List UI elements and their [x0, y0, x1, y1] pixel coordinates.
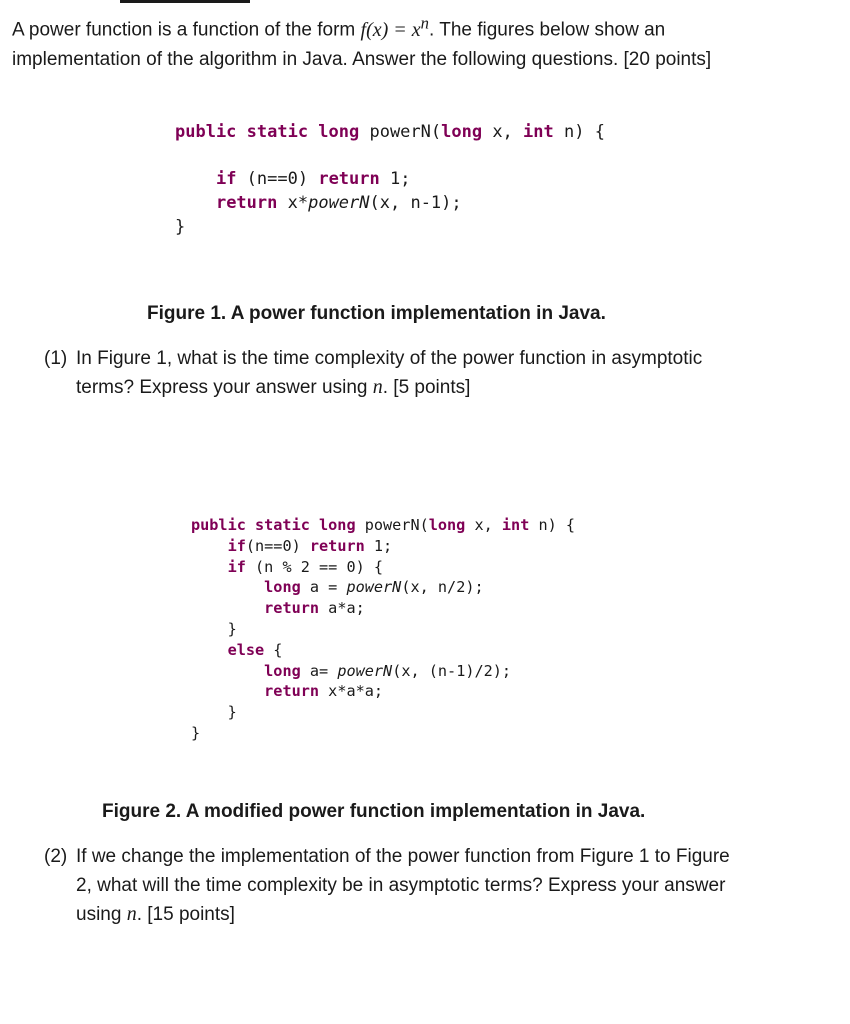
figure1-caption: Figure 1. A power function implementation in Java. [147, 303, 606, 324]
code-keyword: public static long [191, 516, 356, 534]
code-keyword: return [264, 682, 320, 701]
code-text: (x, n/2); [401, 578, 484, 597]
code-keyword: long [428, 516, 466, 534]
figure2-signature-line [191, 516, 575, 537]
code-keyword: public static long [175, 122, 360, 142]
question-1-text-line1: In Figure 1, what is the time complexity of the power function in asymptotic [76, 348, 703, 369]
code-keyword: return [309, 536, 365, 555]
code-keyword: return [318, 169, 380, 189]
code-text: n) { [553, 122, 605, 142]
code-text: powerN( [359, 122, 442, 142]
code-keyword: int [501, 516, 530, 534]
code-keyword: long [264, 578, 301, 597]
code-text: 1; [379, 169, 411, 189]
question-2-text-line3 [44, 900, 784, 929]
figure2-odd-return-line [191, 682, 575, 703]
code-text: a= [300, 661, 338, 680]
code-text: } [227, 619, 237, 638]
code-keyword: return [215, 193, 278, 213]
question-2-text-line2: 2, what will the time complexity be in asymptotic terms? Express your answer [76, 875, 726, 896]
question-2-points: . [15 points] [136, 904, 235, 925]
question-2-text-line1: If we change the implementation of the power function from Figure 1 to Figure [76, 846, 730, 867]
code-text: } [227, 703, 237, 722]
question-2-variable: n [126, 903, 137, 925]
intro-text-start: A power function is a function of the form [12, 19, 361, 41]
figure2-even-check-line [191, 558, 575, 579]
code-keyword: int [523, 122, 554, 142]
intro-formula-exponent: n [420, 13, 429, 32]
code-text: (x, (n-1)/2); [392, 661, 512, 680]
code-keyword: return [264, 599, 320, 618]
code-keyword: if [215, 169, 237, 189]
intro-text-end: . The figures below show an implementation of the algorithm in Java. Answer the following questions. [20 points] [12, 19, 712, 70]
figure1-recursive-line [175, 193, 605, 217]
code-text: (n==0) [236, 169, 319, 189]
code-text: x* [277, 193, 309, 213]
cropped-heading-remnant [120, 0, 250, 3]
figure2-if-closing-brace [191, 620, 575, 641]
question-1-text-line2 [44, 373, 784, 402]
code-keyword: if [227, 536, 246, 555]
code-method-call: powerN [337, 661, 393, 680]
code-text: a = [300, 578, 347, 597]
intro-formula [360, 13, 429, 41]
code-text: 1; [364, 536, 393, 555]
figure2-closing-brace: } [191, 723, 201, 742]
question-1-points: . [5 points] [382, 377, 471, 398]
code-text: x, [482, 122, 524, 142]
code-keyword: if [227, 557, 246, 576]
code-text: (n % 2 == 0) { [245, 557, 384, 576]
question-2-number: (2) [44, 846, 68, 867]
code-text: a*a; [319, 599, 365, 618]
code-text: x*a*a; [319, 682, 384, 701]
question-2-first-line [44, 842, 784, 871]
figure2-caption: Figure 2. A modified power function implementation in Java. [102, 801, 646, 822]
question-1-text: terms? Express your answer using [76, 377, 373, 398]
code-text: { [264, 640, 283, 659]
figure2-even-return-line [191, 599, 575, 620]
question-1 [44, 344, 784, 402]
figure2-code-block [191, 516, 575, 745]
code-method-call: powerN [346, 578, 402, 597]
question-1-number: (1) [44, 348, 68, 369]
figure2-base-case-line [191, 537, 575, 558]
code-text: (x, n-1); [369, 193, 462, 213]
figure1-closing-brace: } [175, 217, 186, 237]
code-text: x, [465, 516, 502, 534]
question-1-first-line [44, 344, 784, 373]
intro-paragraph [12, 8, 792, 74]
code-text: (n==0) [245, 536, 310, 555]
code-keyword: long [264, 661, 301, 680]
figure2-else-line [191, 641, 575, 662]
figure2-odd-recursive-line [191, 662, 575, 683]
question-2 [44, 842, 784, 929]
code-text: n) { [529, 516, 576, 534]
figure1-base-case-line [175, 169, 605, 193]
figure1-signature-line [175, 122, 605, 169]
question-2-text: using [76, 904, 127, 925]
figure2-even-recursive-line [191, 578, 575, 599]
code-keyword: long [441, 122, 483, 142]
code-keyword: else [227, 640, 265, 659]
code-text: powerN( [355, 516, 429, 534]
intro-formula-base: f(x) = x [360, 18, 421, 41]
question-1-variable: n [372, 376, 383, 398]
code-method-call: powerN [308, 193, 370, 213]
figure2-else-closing-brace [191, 703, 575, 724]
figure1-code-block [175, 122, 605, 241]
